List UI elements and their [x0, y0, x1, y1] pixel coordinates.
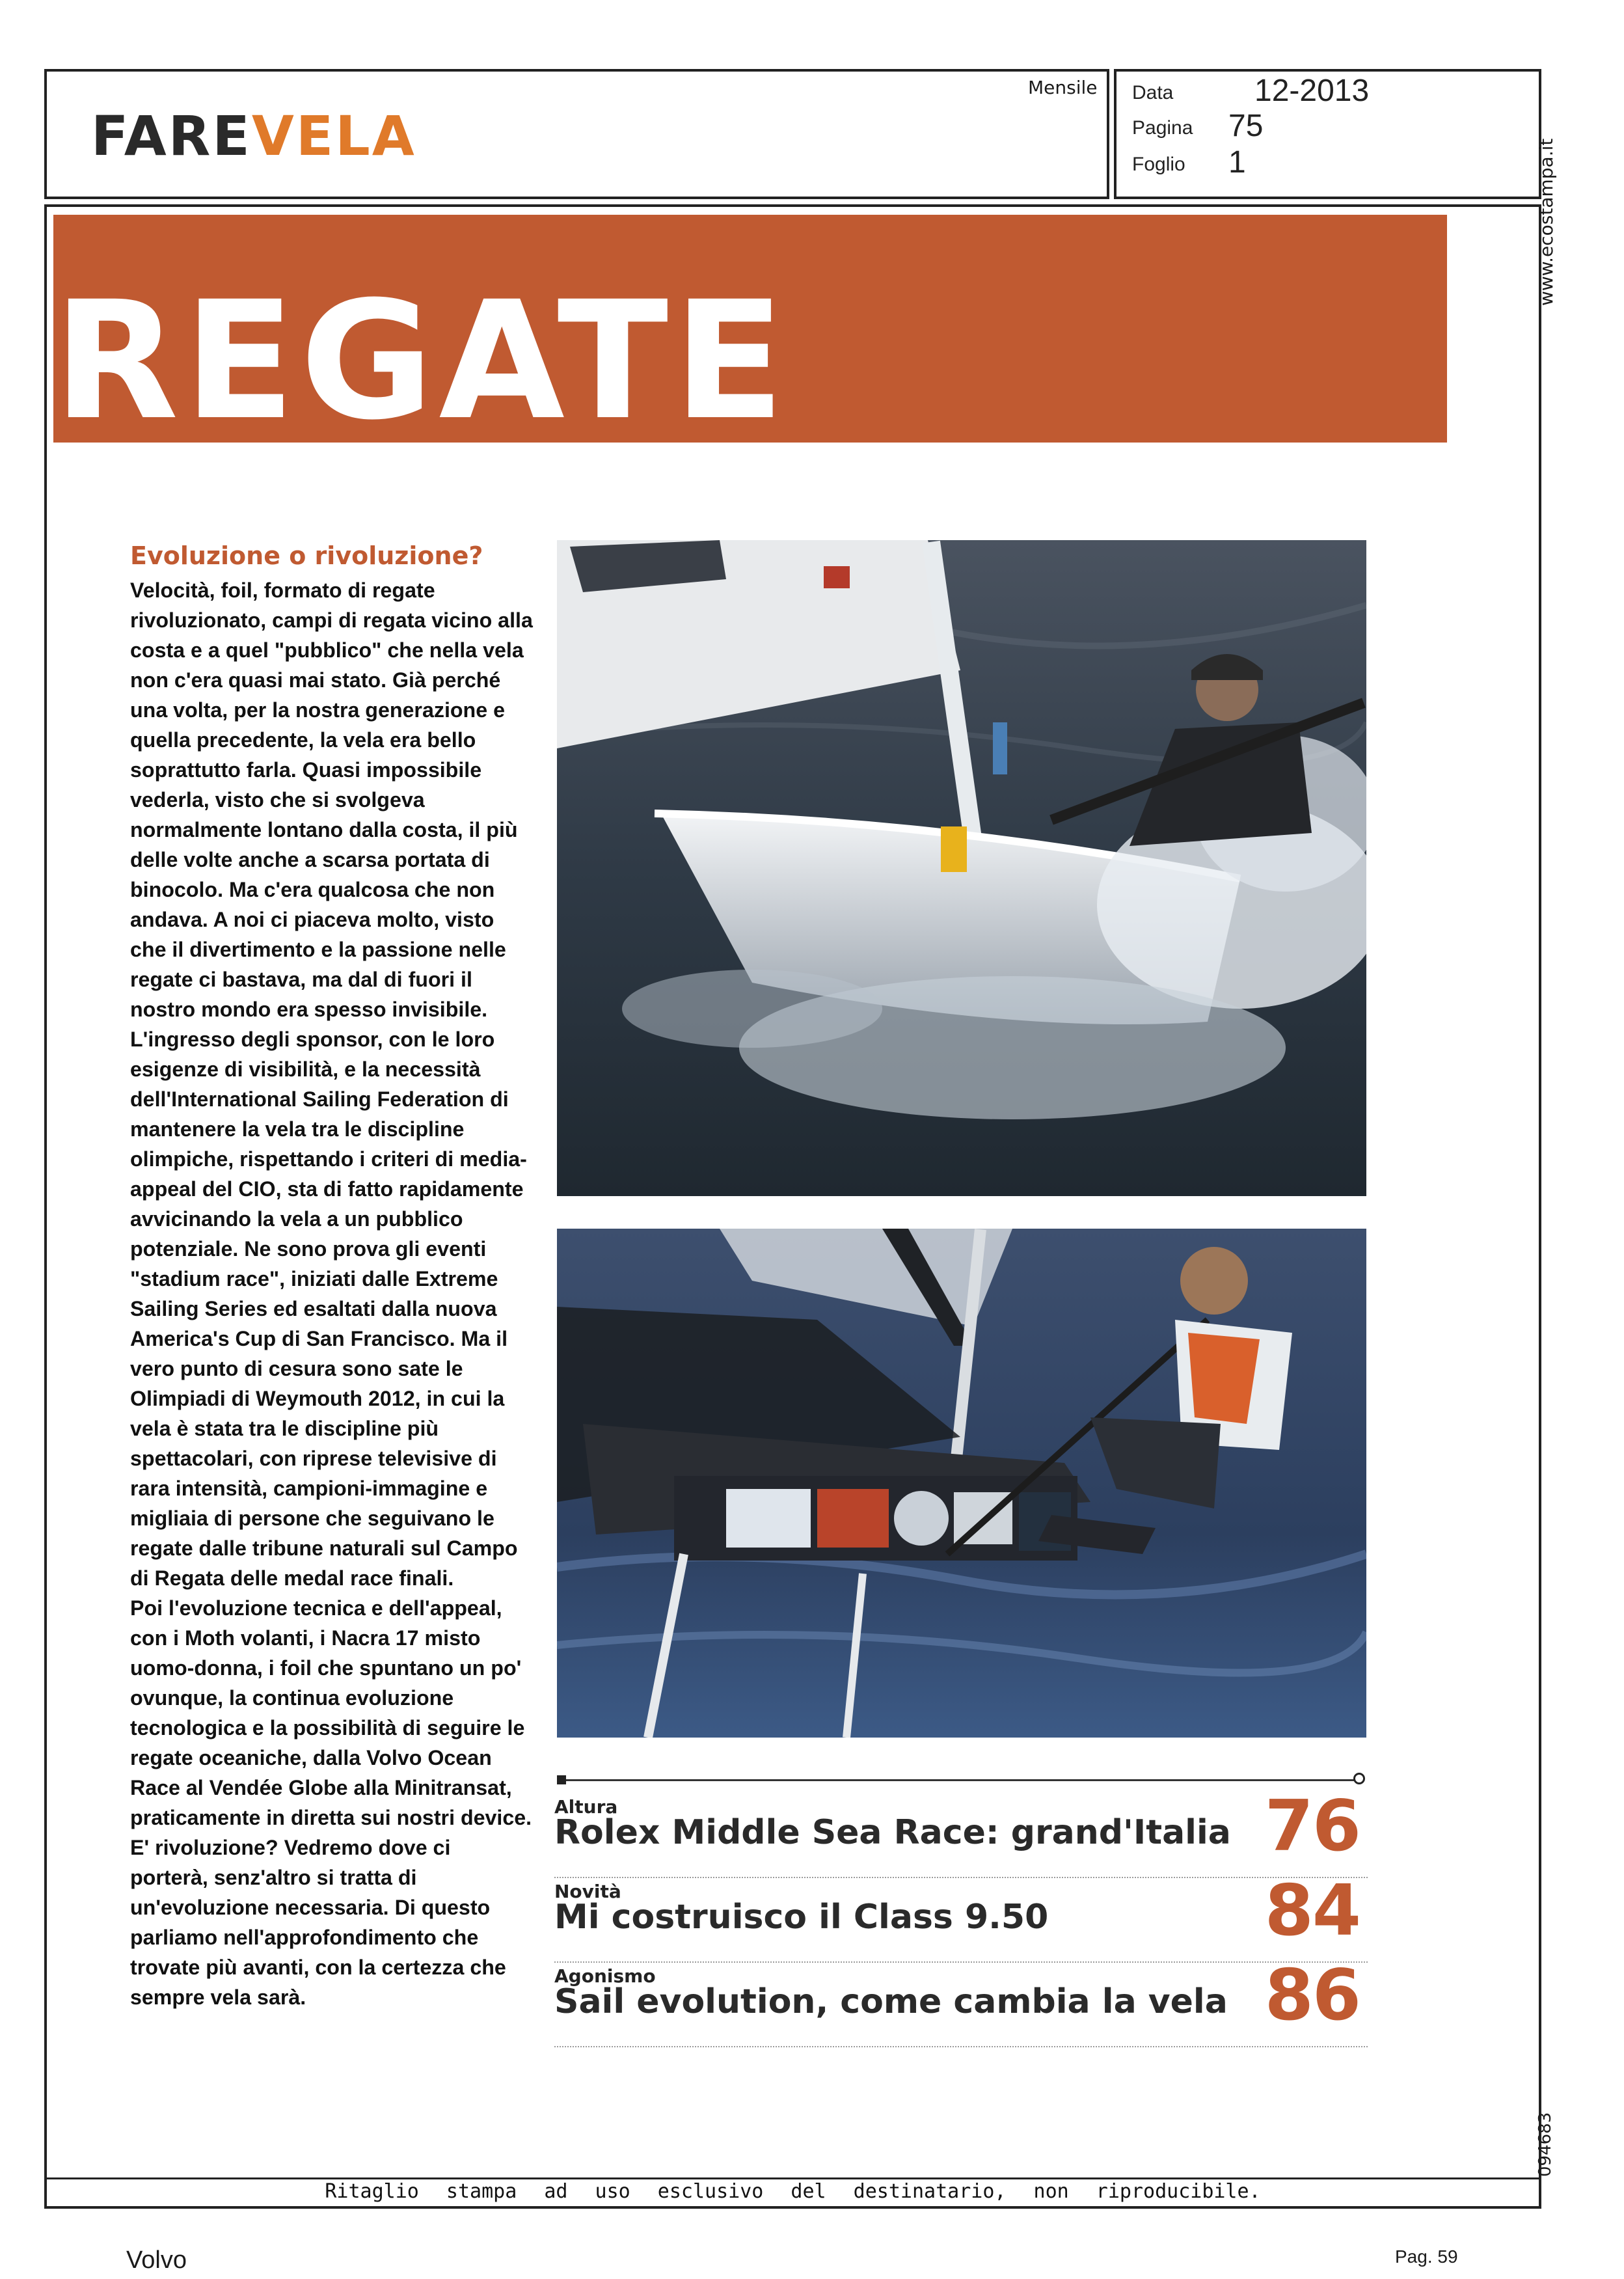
section-banner — [53, 215, 1447, 443]
divider-square-end — [557, 1775, 566, 1784]
foglio-value: 1 — [1228, 145, 1246, 180]
pagina-label: Pagina — [1132, 117, 1193, 139]
toc-divider — [560, 1779, 1361, 1781]
data-value: 12-2013 — [1254, 74, 1370, 108]
foiling-moth-illustration — [557, 1229, 1366, 1738]
toc-item[interactable] — [554, 1786, 1368, 1878]
toc-page-number: 86 — [1264, 1955, 1360, 2036]
toc-title: Mi costruisco il Class 9.50 — [554, 1898, 1049, 1937]
article-paragraph-3: Poi l'evoluzione tecnica e dell'appeal, con i Moth volanti, i Nacra 17 misto uomo-donna, i foil che spuntano un po' ovunque, la continua evoluzione tecnologica e la possibilità di seguire le regate oceaniche, dalla Volvo Ocean Race al Vendée Globe alla Minitransat, praticamente in diretta sui nostri device. E' rivoluzione? Vedremo dove ci porterà, senz'altro si tratta di un'evoluzione necessaria. Di questo parliamo nell'approfondimento che trovate più avanti, con la certezza che sempre vela sarà. — [130, 1596, 532, 2009]
toc-category: Altura — [554, 1796, 618, 1818]
page-reference: Pag. 59 — [1395, 2246, 1458, 2267]
data-label: Data — [1132, 82, 1174, 103]
laser-dinghy-illustration — [557, 540, 1366, 1196]
article-heading: Evoluzione o rivoluzione? — [130, 541, 483, 570]
toc-item[interactable] — [554, 1955, 1368, 2047]
toc-page-number: 84 — [1264, 1870, 1360, 1952]
toc-item[interactable] — [554, 1870, 1368, 1963]
foglio-label: Foglio — [1132, 154, 1185, 175]
editorial-article — [130, 539, 534, 2012]
article-paragraph-1: Velocità, foil, formato di regate rivoluzionato, campi di regata vicino alla costa e a quel "pubblico" che nella vela non c'era quasi mai stato. Già perché una volta, per la nostra generazione e quella precedente, la vela era bello soprattutto farla. Quasi impossibile vederla, visto che si svolgeva normalmente lontano dalla costa, il più delle volte anche a scarsa portata di binocolo. Ma c'era qualcosa che non andava. A noi ci piaceva molto, visto che il divertimento e la passione nelle regate ci bastava, ma dal di fuori il nostro mondo era spesso invisibile. — [130, 579, 533, 1021]
photo-foiling-moth — [557, 1229, 1366, 1738]
section-title: REGATE — [53, 266, 790, 443]
toc-title: Rolex Middle Sea Race: grand'Italia — [554, 1813, 1231, 1852]
pagina-value: 75 — [1228, 109, 1264, 143]
toc-title: Sail evolution, come cambia la vela — [554, 1982, 1228, 2021]
article-paragraph-2: L'ingresso degli sponsor, con le loro esigenze di visibilità, e la necessità dell'International Sailing Federation di mantenere la vela tra le discipline olimpiche, rispettando i criteri di media-appeal del CIO, sta di fatto rapidamente avvicinando la vela a un pubblico potenziale. Ne sono prova gli eventi "stadium race", iniziati dalle Extreme Sailing Series ed esaltati dalla nuova America's Cup di San Francisco. Ma il vero punto di cesura sono sate le Olimpiadi di Weymouth 2012, in cui la vela è stata tra le discipline più spettacolari, con riprese televisive di rara intensità, campioni-immagine e migliaia di persone che seguivano le regate dalle tribune naturali sul Campo di Regata delle medal race finali. — [130, 1028, 527, 1590]
footer-rule — [47, 2177, 1539, 2179]
frequency-label: Mensile — [1028, 77, 1098, 98]
side-url: www.ecostampa.it — [1536, 138, 1557, 306]
client-name: Volvo — [126, 2246, 187, 2274]
toc-category: Novità — [554, 1881, 621, 1902]
side-code: 094683 — [1536, 2112, 1555, 2177]
divider-circle-end — [1353, 1773, 1365, 1784]
toc-page-number: 76 — [1264, 1786, 1360, 1867]
farevela-logo: FAREVELA — [91, 104, 416, 168]
toc-category: Agonismo — [554, 1965, 656, 1987]
clipping-disclaimer: Ritaglio stampa ad uso esclusivo del destinatario, non riproducibile. — [325, 2180, 1261, 2203]
photo-laser-dinghy — [557, 540, 1366, 1196]
